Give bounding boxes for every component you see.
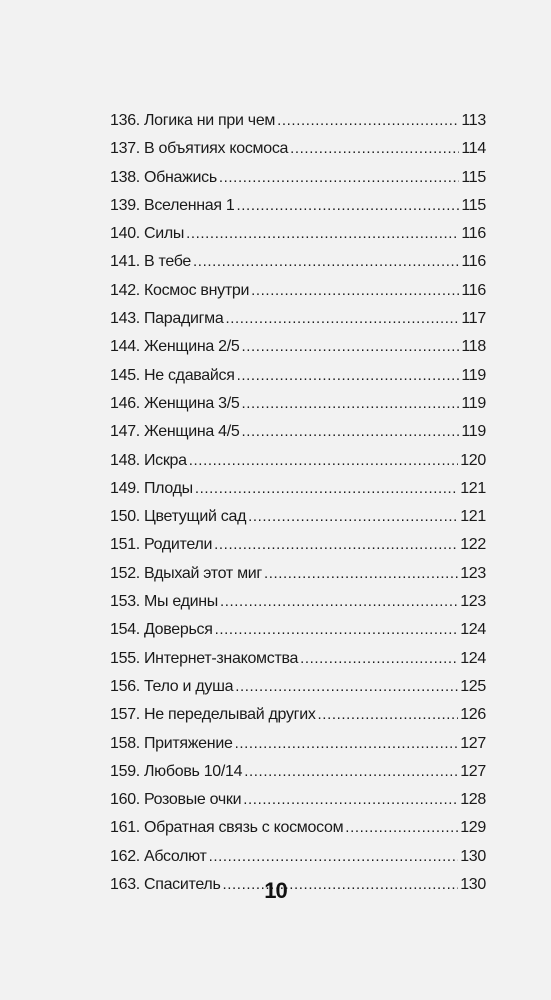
toc-entry xyxy=(110,763,486,791)
toc-entry-title: Цветущий сад xyxy=(143,508,247,526)
dot-leader xyxy=(242,395,460,413)
toc-entry xyxy=(110,452,486,480)
toc-entry-page: 113 xyxy=(461,112,486,129)
toc-entry-title: Не переделывай других xyxy=(143,706,316,724)
toc-entry-title: Розовые очки xyxy=(143,791,242,809)
toc-entry-number: 147. xyxy=(110,423,140,441)
toc-entry xyxy=(110,848,486,876)
toc-entry-title: Абсолют xyxy=(143,847,207,865)
toc-entry-page: 119 xyxy=(461,423,486,441)
toc-entry-page: 116 xyxy=(461,225,486,243)
toc-entry-page: 123 xyxy=(460,593,486,611)
dot-leader xyxy=(225,310,459,328)
toc-entry-title: Любовь 10/14 xyxy=(143,762,243,780)
toc-entry-number: 142. xyxy=(110,281,140,299)
toc-entry-page: 119 xyxy=(461,394,486,412)
dot-leader xyxy=(318,706,459,724)
toc-entry-number: 160. xyxy=(110,791,140,809)
toc-entry xyxy=(110,282,486,310)
toc-entry xyxy=(110,140,486,168)
dot-leader xyxy=(242,338,460,356)
toc-entry-number: 161. xyxy=(110,819,140,837)
toc-entry-number: 156. xyxy=(110,677,140,695)
dot-leader xyxy=(242,423,460,441)
toc-entry-title: Притяжение xyxy=(143,734,233,752)
toc-entry xyxy=(110,112,486,140)
table-of-contents xyxy=(110,112,486,904)
toc-entry xyxy=(110,338,486,366)
toc-entry-page: 121 xyxy=(460,479,486,497)
dot-leader xyxy=(248,508,458,526)
toc-entry-number: 141. xyxy=(110,253,140,271)
toc-entry-page: 123 xyxy=(460,564,486,582)
toc-entry-page: 116 xyxy=(461,281,486,299)
toc-entry-page: 121 xyxy=(460,508,486,526)
dot-leader xyxy=(237,367,460,385)
dot-leader xyxy=(215,621,459,639)
toc-entry-number: 139. xyxy=(110,196,140,214)
toc-entry-title: Плоды xyxy=(143,479,193,497)
toc-entry-page: 118 xyxy=(461,338,486,356)
dot-leader xyxy=(243,791,458,809)
toc-entry-number: 137. xyxy=(110,140,140,158)
toc-entry-number: 138. xyxy=(110,168,140,186)
toc-entry-page: 119 xyxy=(461,366,486,384)
dot-leader xyxy=(189,452,458,470)
dot-leader xyxy=(195,480,458,498)
toc-entry-title: Логика ни при чем xyxy=(143,112,276,129)
toc-entry-number: 159. xyxy=(110,762,140,780)
dot-leader xyxy=(186,225,459,243)
dot-leader xyxy=(251,282,459,300)
dot-leader xyxy=(235,735,459,753)
toc-entry-number: 144. xyxy=(110,338,140,356)
dot-leader xyxy=(264,565,458,583)
dot-leader xyxy=(237,197,460,215)
toc-entry-number: 153. xyxy=(110,593,140,611)
toc-entry-number: 136. xyxy=(110,112,140,129)
toc-entry-number: 157. xyxy=(110,706,140,724)
toc-entry-number: 152. xyxy=(110,564,140,582)
toc-entry xyxy=(110,678,486,706)
toc-entry-page: 122 xyxy=(460,536,486,554)
toc-entry-title: Спаситель xyxy=(143,876,221,894)
toc-entry-number: 146. xyxy=(110,394,140,412)
toc-entry-number: 163. xyxy=(110,876,140,894)
toc-entry xyxy=(110,253,486,281)
toc-entry xyxy=(110,169,486,197)
page-number: 10 xyxy=(264,878,287,903)
toc-entry xyxy=(110,791,486,819)
toc-entry-page: 130 xyxy=(460,876,486,894)
toc-entry xyxy=(110,310,486,338)
toc-entry-title: Парадигма xyxy=(143,310,224,328)
dot-leader xyxy=(193,253,459,271)
dot-leader xyxy=(290,140,459,158)
dot-leader xyxy=(214,536,458,554)
toc-entry-number: 143. xyxy=(110,310,140,328)
toc-entry-title: Вдыхай этот миг xyxy=(143,564,262,582)
toc-entry-page: 124 xyxy=(460,649,486,667)
toc-entry-title: Обратная связь с космосом xyxy=(143,819,344,837)
toc-entry-page: 129 xyxy=(460,819,486,837)
toc-entry-number: 145. xyxy=(110,366,140,384)
toc-entry xyxy=(110,593,486,621)
toc-entry xyxy=(110,423,486,451)
toc-entry xyxy=(110,367,486,395)
toc-entry xyxy=(110,395,486,423)
toc-entry-number: 155. xyxy=(110,649,140,667)
dot-leader xyxy=(209,848,459,866)
toc-entry xyxy=(110,650,486,678)
toc-entry-number: 148. xyxy=(110,451,140,469)
toc-entry-number: 162. xyxy=(110,847,140,865)
toc-entry-page: 127 xyxy=(460,762,486,780)
toc-entry-page: 125 xyxy=(460,677,486,695)
toc-entry-number: 154. xyxy=(110,621,140,639)
toc-entry xyxy=(110,706,486,734)
dot-leader xyxy=(235,678,458,696)
toc-entry-title: Женщина 2/5 xyxy=(143,338,240,356)
toc-entry-number: 140. xyxy=(110,225,140,243)
toc-entry-title: Обнажись xyxy=(143,168,217,186)
dot-leader xyxy=(244,763,458,781)
toc-entry-page: 124 xyxy=(460,621,486,639)
toc-entry-title: Родители xyxy=(143,536,213,554)
toc-entry-page: 116 xyxy=(461,253,486,271)
toc-entry-page: 115 xyxy=(461,168,486,186)
dot-leader xyxy=(219,169,460,187)
dot-leader xyxy=(345,819,458,837)
toc-entry-title: Интернет-знакомства xyxy=(143,649,299,667)
toc-entry-page: 130 xyxy=(460,847,486,865)
toc-entry-number: 151. xyxy=(110,536,140,554)
toc-entry xyxy=(110,819,486,847)
toc-entry xyxy=(110,197,486,225)
toc-entry-title: Женщина 3/5 xyxy=(143,394,240,412)
toc-entry-page: 128 xyxy=(460,791,486,809)
toc-entry-title: Женщина 4/5 xyxy=(143,423,240,441)
dot-leader xyxy=(277,112,459,130)
toc-entry xyxy=(110,536,486,564)
toc-entry-page: 114 xyxy=(461,140,486,158)
toc-entry-page: 126 xyxy=(460,706,486,724)
toc-entry-title: Силы xyxy=(143,225,185,243)
toc-entry-number: 149. xyxy=(110,479,140,497)
toc-entry-page: 127 xyxy=(460,734,486,752)
toc-entry xyxy=(110,621,486,649)
toc-entry-page: 117 xyxy=(461,310,486,328)
toc-entry-page: 120 xyxy=(460,451,486,469)
toc-entry-title: Тело и душа xyxy=(143,677,234,695)
toc-entry-title: В тебе xyxy=(143,253,192,271)
dot-leader xyxy=(220,593,458,611)
toc-entry-number: 158. xyxy=(110,734,140,752)
toc-entry-title: Вселенная 1 xyxy=(143,196,235,214)
toc-entry-title: В объятиях космоса xyxy=(143,140,289,158)
toc-entry xyxy=(110,225,486,253)
toc-entry-title: Доверься xyxy=(143,621,213,639)
toc-entry-title: Искра xyxy=(143,451,187,469)
toc-entry xyxy=(110,565,486,593)
toc-entry-title: Мы едины xyxy=(143,593,218,611)
toc-entry-number: 150. xyxy=(110,508,140,526)
toc-entry-page: 115 xyxy=(461,196,486,214)
toc-entry-title: Не сдавайся xyxy=(143,366,235,384)
dot-leader xyxy=(300,650,458,668)
toc-entry-title: Космос внутри xyxy=(143,281,250,299)
toc-entry xyxy=(110,508,486,536)
toc-entry xyxy=(110,735,486,763)
toc-entry xyxy=(110,480,486,508)
